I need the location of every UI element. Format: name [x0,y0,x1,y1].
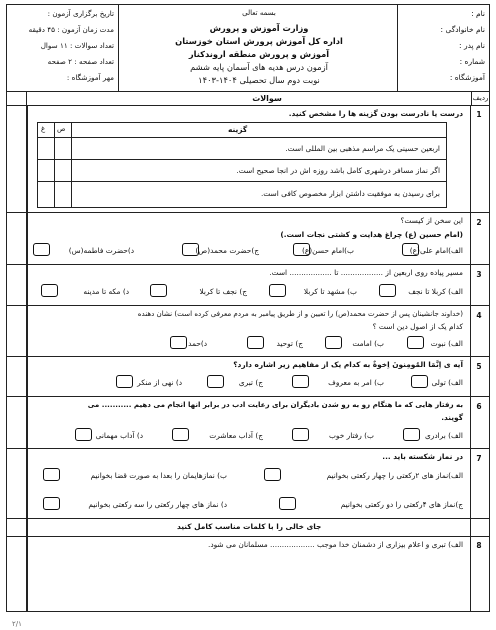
q2-option-c: ج)حضرت محمد(ص) [195,246,259,255]
student-info-box [397,5,489,91]
q4-option-c: ج) توحید [276,339,303,348]
question-8-line1: الف) تبری و اعلام بیزاری از دشمنان خدا موجب ................... مسلمانان می شود. [207,540,463,549]
q3-option-d: د) مکه تا مدینه [83,287,129,296]
q3-option-b: ب) مشهد تا کربلا [303,287,357,296]
q5-option-a-checkbox[interactable] [411,375,428,388]
father-name-field: نام پدر : [459,41,485,50]
q3-option-c: ج) نجف تا کربلا [199,287,247,296]
fill-in-heading: جای خالی را با کلمات مناسب کامل کنید [177,522,322,531]
q5-option-d-checkbox[interactable] [116,375,133,388]
question-2-quote: (امام حسین (ع) چراغ هدایت و کشتی نجات است.) [280,230,463,239]
ministry-line: وزارت آموزش و پرورش [209,23,309,33]
q7-option-b: ب) نمازهایمان را بعدا به صورت قضا بخوانیم [90,471,227,480]
q4-option-a-checkbox[interactable] [407,336,424,349]
exam-info-box [7,5,119,91]
q5-option-b: ب) امر به معروف [328,378,384,387]
name-field: نام : [471,9,485,18]
q2-option-a: الف)امام علی(ع) [409,246,463,255]
q6-option-c: ج) آداب معاشرت [209,431,263,440]
q6-option-a: الف) برادری [424,431,463,440]
question-5-number: 5 [476,362,482,371]
question-1-number: 1 [476,110,482,119]
exam-header [6,4,490,92]
q3-option-a-checkbox[interactable] [379,284,396,297]
q4-option-a: الف) نبوت [430,339,463,348]
q3-option-b-checkbox[interactable] [269,284,286,297]
q4-option-c-checkbox[interactable] [247,336,264,349]
q4-option-b: ب) امامت [352,339,384,348]
school-field: آموزشگاه : [449,73,485,82]
q6-option-d-checkbox[interactable] [75,428,92,441]
q7-option-d: د) نماز های چهار رکعتی را سه رکعتی بخوانیم [88,500,227,509]
school-stamp: مهر آموزشگاه : [66,73,114,82]
q2-option-d-checkbox[interactable] [33,243,50,256]
q2-option-c-checkbox[interactable] [182,243,199,256]
q7-option-a-checkbox[interactable] [264,468,281,481]
question-6-number: 6 [476,402,482,411]
question-5-line1: آیه ی اِنَّمَا المُومِنونَ اِخوةٌ به کدام یک از مفاهیم زیر اشاره دارد؟ [233,360,463,369]
question-2-number: 2 [476,218,482,227]
question-4-line2: کدام یک از اصول دین است ؟ [372,322,463,331]
question-4-number: 4 [476,311,482,320]
questions-title: سوالات [252,94,282,103]
question-1-prompt: درست یا نادرست بودن گزینه ها را مشخص کنید. [288,109,463,118]
score-column-header [7,92,27,105]
q6-option-c-checkbox[interactable] [172,428,189,441]
question-6-line1: به رفتار هایی که ما هنگام رو به رو شدن بادیگران برای رعایت ادب در برابر انها انجام می دهیم ........... می [87,400,463,409]
question-7-line1: در نماز شکسته باید ... [382,452,463,461]
q7-option-c-checkbox[interactable] [279,497,296,510]
office-line: اداره کل آموزش پرورش استان خوزستان [175,36,343,46]
q3-option-c-checkbox[interactable] [150,284,167,297]
question-7-number: 7 [476,454,482,463]
question-6-line2: گویند. [441,413,463,422]
family-name-field: نام خانوادگی : [440,25,485,34]
true-false-statement-1: اربعین حسینی یک مراسم مذهبی بین المللی است. [285,144,440,153]
bismillah: بسمه تعالی [242,9,276,17]
page-number: ۲/۱ [12,620,22,628]
q6-option-b-checkbox[interactable] [292,428,309,441]
q7-option-c: ج)نماز های ۴رکعتی را دو رکعتی بخوانیم [340,500,463,509]
q2-option-a-checkbox[interactable] [402,243,419,256]
question-3-number: 3 [476,270,482,279]
question-8-number: 8 [476,541,482,550]
exam-duration: مدت زمان آزمون : ۴۵ دقیقه [28,25,114,34]
radif-label: ردیف [471,92,489,105]
true-false-statement-2: اگر نماز مسافر درشهری کامل باشد روزه اش در انجا صحیح است. [236,166,440,175]
q3-option-d-checkbox[interactable] [41,284,58,297]
q5-option-c-checkbox[interactable] [207,375,224,388]
q7-option-a: الف)نماز های ۲رکعتی را چهار رکعتی بخوانیم [326,471,463,480]
q3-option-a: الف) کربلا تا نجف [408,287,463,296]
q2-option-b-checkbox[interactable] [293,243,310,256]
q5-option-a: الف) تولی [431,378,463,387]
q4-option-d: د)حمد [188,339,207,348]
questions-header-bar [6,92,490,106]
question-4-line1: (خداوند جانشینان پس از حضرت محمد(ص) را تعیین و از طریق پیامبر به مردم معرفی کرده است) نشان دهنده [137,309,463,318]
q2-option-b: ب)امام حسن(ع) [302,246,354,255]
q7-option-d-checkbox[interactable] [43,497,60,510]
question-count: تعداد سوالات : ۱۱ سوال [40,41,114,50]
q5-option-b-checkbox[interactable] [292,375,309,388]
option-column-header: گزینه [228,125,248,134]
q6-option-b: ب) رفتار خوب [328,431,374,440]
exam-term: نوبت دوم سال تحصیلی ۱۴۰۴-۱۴۰۳ [198,75,320,85]
q4-option-d-checkbox[interactable] [170,336,187,349]
questions-body [6,106,490,612]
region-line: آموزش و پرورش منطقه اروندکنار [188,49,330,59]
q2-option-d: د)حضرت فاطمه(س) [68,246,134,255]
q7-option-b-checkbox[interactable] [43,468,60,481]
true-false-statement-3: برای رسیدن به موفقیت داشتن ابزار مخصوص کافی است. [260,189,440,198]
false-column-header: غ [41,125,46,133]
number-field: شماره : [459,57,485,66]
q6-option-a-checkbox[interactable] [403,428,420,441]
true-column-header: ص [57,125,66,133]
question-3-line1: مسیر پیاده روی اربعین از .................. تا .................. است. [269,268,463,277]
exam-title: آزمون درس هدیه های آسمان پایه ششم [190,62,328,72]
q4-option-b-checkbox[interactable] [325,336,342,349]
q5-option-d: د) نهی از منکر [137,378,182,387]
page-count: تعداد صفحه : ۲ صفحه [47,57,114,66]
exam-date: تاریخ برگزاری آزمون : [47,9,114,18]
question-2-line1: این سخن از کیست؟ [400,216,463,225]
true-false-table [37,122,447,208]
exam-page [6,4,490,628]
q5-option-c: ج) تبری [238,378,263,387]
q6-option-d: د) آداب مهمانی [95,431,143,440]
